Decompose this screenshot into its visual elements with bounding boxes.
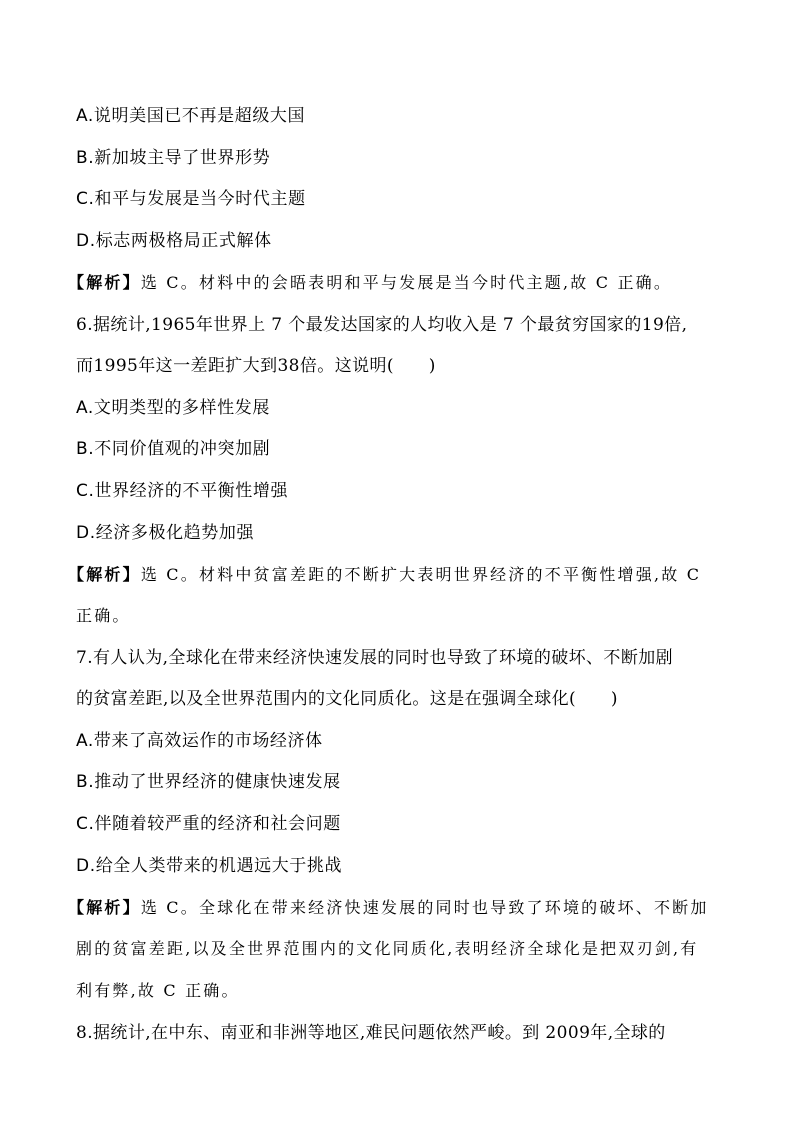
q8-stem-line-1: 8.据统计,在中东、南亚和非洲等地区,难民问题依然严峻。到 2009年,全球的 (76, 1023, 666, 1043)
q6-analysis-line-2: 正确。 (76, 606, 131, 625)
q7-option-a: A.带来了高效运作的市场经济体 (76, 731, 323, 751)
q6-option-c: C.世界经济的不平衡性增强 (76, 481, 289, 501)
q7-analysis-text: 选 C。全球化在带来经济快速发展的同时也导致了环境的破坏、不断加 (140, 898, 709, 917)
q6-stem-line-2: 而1995年这一差距扩大到38倍。这说明( ) (76, 356, 436, 376)
q7-option-c: C.伴随着较严重的经济和社会问题 (76, 814, 341, 834)
q5-analysis (68, 271, 672, 295)
q7-analysis-line-3: 利有弊,故 C 正确。 (76, 981, 240, 1000)
q7-stem-line-1: 7.有人认为,全球化在带来经济快速发展的同时也导致了环境的破坏、不断加剧 (76, 648, 674, 668)
q5-option-c: C.和平与发展是当今时代主题 (76, 189, 306, 209)
q6-analysis-label: 【解析】 (68, 565, 141, 584)
q7-analysis-line-1 (68, 896, 709, 920)
q5-analysis-label: 【解析】 (68, 273, 141, 292)
q7-stem-line-2: 的贫富差距,以及全世界范围内的文化同质化。这是在强调全球化( ) (76, 689, 618, 709)
q5-option-a: A.说明美国已不再是超级大国 (76, 106, 306, 126)
q7-option-d: D.给全人类带来的机遇远大于挑战 (76, 856, 343, 876)
q6-stem-line-1: 6.据统计,1965年世界上 7 个最发达国家的人均收入是 7 个最贫穷国家的19倍, (76, 315, 688, 335)
q5-analysis-text: 选 C。材料中的会晤表明和平与发展是当今时代主题,故 C 正确。 (140, 273, 673, 292)
q6-option-a: A.文明类型的多样性发展 (76, 398, 270, 418)
q7-option-b: B.推动了世界经济的健康快速发展 (76, 772, 341, 792)
q7-analysis-label: 【解析】 (68, 898, 141, 917)
q6-option-d: D.经济多极化趋势加强 (76, 523, 255, 543)
q6-option-b: B.不同价值观的冲突加剧 (76, 439, 271, 459)
q5-option-d: D.标志两极格局正式解体 (76, 231, 272, 251)
q6-analysis-line-1 (68, 563, 701, 587)
q6-analysis-text: 选 C。材料中贫富差距的不断扩大表明世界经济的不平衡性增强,故 C (140, 565, 702, 584)
q7-analysis-line-2: 剧的贫富差距,以及全世界范围内的文化同质化,表明经济全球化是把双刃剑,有 (76, 939, 699, 958)
q5-option-b: B.新加坡主导了世界形势 (76, 148, 271, 168)
